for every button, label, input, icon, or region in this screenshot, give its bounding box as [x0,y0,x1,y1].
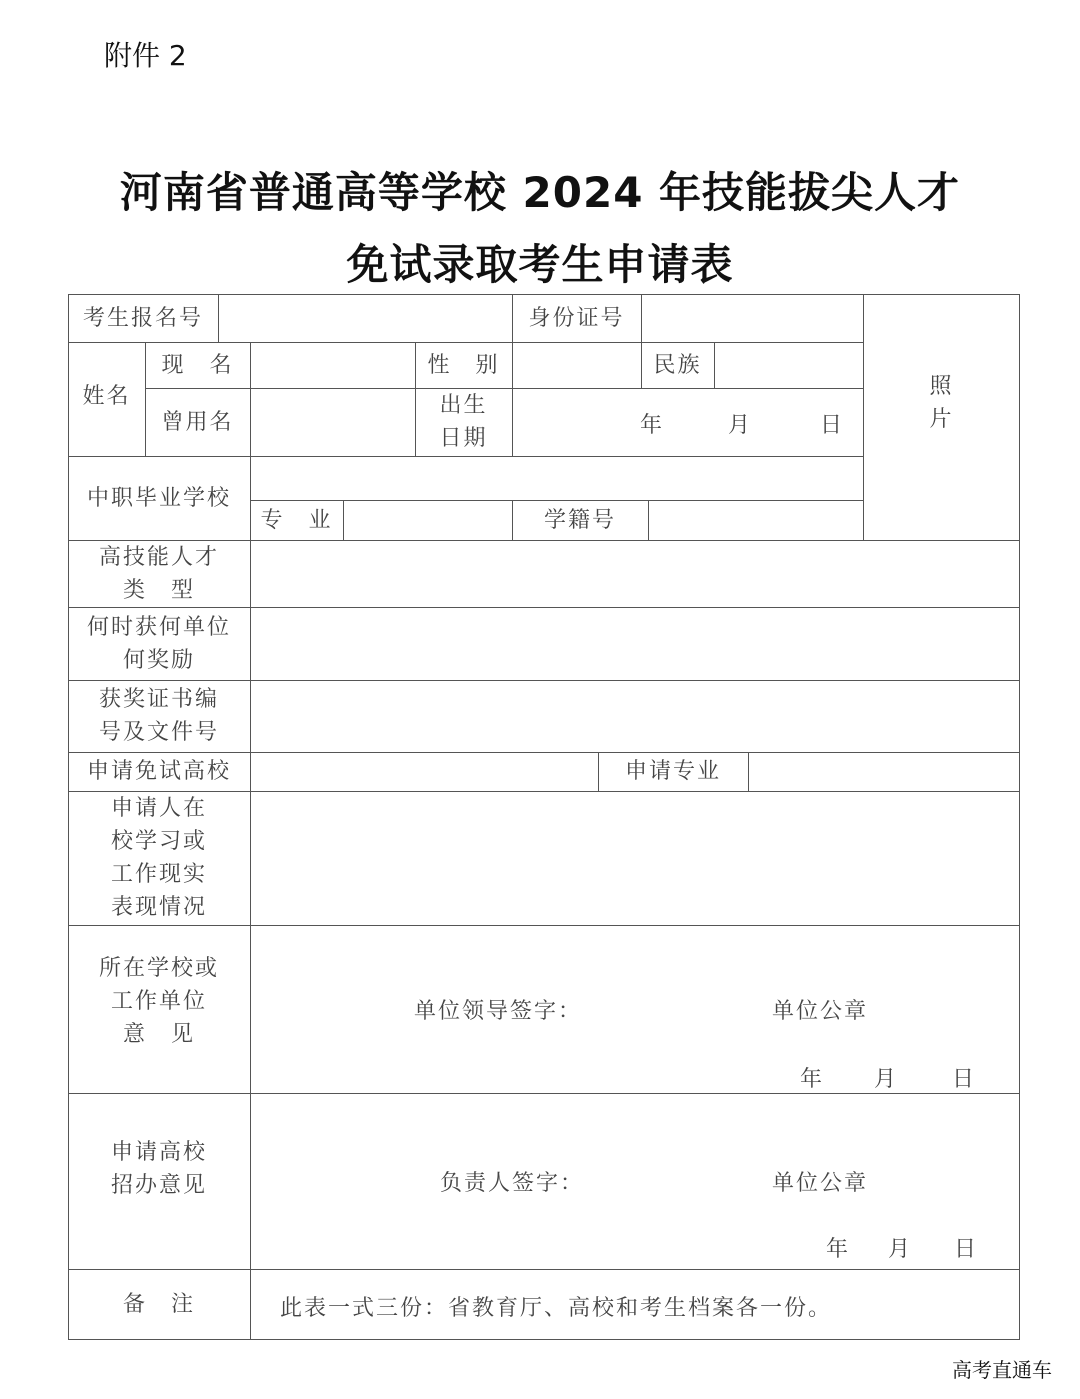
attachment-label: 附件 2 [104,39,187,72]
unit-op-month: 月 [874,1067,897,1092]
field-birth-date[interactable] [512,388,863,456]
birth-month: 月 [728,413,751,438]
unit-op-day: 日 [952,1067,975,1092]
birth-day: 日 [820,413,843,438]
form-title-line1: 河南省普通高等学校 2024 年技能拔尖人才 [119,168,961,217]
label-unit-opinion [68,925,250,1093]
field-performance[interactable] [250,791,1020,925]
label-birth-date [415,388,512,456]
label-major: 专 业 [260,507,333,533]
field-award[interactable] [250,607,1020,680]
field-talent-type[interactable] [250,540,1020,607]
label-gender: 性 别 [427,352,500,378]
field-ethnicity[interactable] [714,342,863,388]
talent-type-1: 高技能人才 [98,544,219,570]
field-apply-major[interactable] [748,752,1020,791]
college-op-1: 申请高校 [110,1140,207,1165]
label-school: 中职毕业学校 [86,485,231,511]
watermark-text: 高考直通车 [952,1358,1052,1382]
label-certificate [68,680,250,752]
field-student-no[interactable] [648,500,863,540]
label-id-no: 身份证号 [528,305,625,331]
photo-label-2: 片 [929,407,954,432]
label-college-opinion [68,1093,250,1269]
form-title-line2: 免试录取考生申请表 [346,240,734,289]
field-major[interactable] [343,500,512,540]
photo-label-1: 照 [929,374,954,399]
label-remark: 备 注 [122,1292,195,1317]
perf-4: 表现情况 [110,895,207,920]
college-op-2: 招办意见 [110,1173,207,1198]
person-sign-label: 负责人签字： [440,1171,585,1196]
field-unit-opinion[interactable] [250,925,1020,1093]
field-former-name[interactable] [250,388,415,456]
unit-op-year: 年 [800,1067,823,1092]
remark-text: 此表一式三份：省教育厅、高校和考生档案各一份。 [280,1296,833,1321]
label-name: 姓名 [82,383,131,409]
leader-sign-label: 单位领导签字： [414,999,583,1024]
label-former-name: 曾用名 [161,409,234,435]
birth-label-1: 出生 [439,393,488,418]
photo-box[interactable] [863,294,1020,540]
college-op-year: 年 [826,1237,849,1262]
birth-label-2: 日期 [439,426,488,451]
label-apply-major: 申请专业 [624,759,721,784]
field-apply-school[interactable] [250,752,598,791]
field-certificate[interactable] [250,680,1020,752]
label-student-no: 学籍号 [543,507,616,533]
perf-3: 工作现实 [110,862,207,887]
cert-1: 获奖证书编 [98,687,219,712]
unit-op-3: 意 见 [122,1021,195,1047]
label-ethnicity: 民族 [653,352,702,378]
label-talent-type [68,540,250,607]
field-reg-no[interactable] [218,294,512,342]
perf-2: 校学习或 [110,829,207,854]
unit-seal-label: 单位公章 [772,999,869,1024]
label-performance [68,791,250,925]
college-op-month: 月 [888,1237,911,1262]
unit-op-2: 工作单位 [110,988,207,1014]
unit-op-1: 所在学校或 [98,955,219,981]
field-school[interactable] [250,456,863,500]
talent-type-2: 类 型 [122,577,195,603]
perf-1: 申请人在 [110,796,207,821]
label-apply-school: 申请免试高校 [86,759,231,784]
college-seal-label: 单位公章 [772,1171,869,1196]
cert-2: 号及文件号 [98,720,219,745]
college-op-day: 日 [954,1237,977,1262]
award-1: 何时获何单位 [86,614,231,640]
field-gender[interactable] [512,342,641,388]
award-2: 何奖励 [122,647,195,673]
label-award [68,607,250,680]
label-reg-no: 考生报名号 [82,305,203,331]
birth-year: 年 [640,413,663,438]
label-current-name: 现 名 [161,352,234,378]
field-id-no[interactable] [641,294,863,342]
field-current-name[interactable] [250,342,415,388]
